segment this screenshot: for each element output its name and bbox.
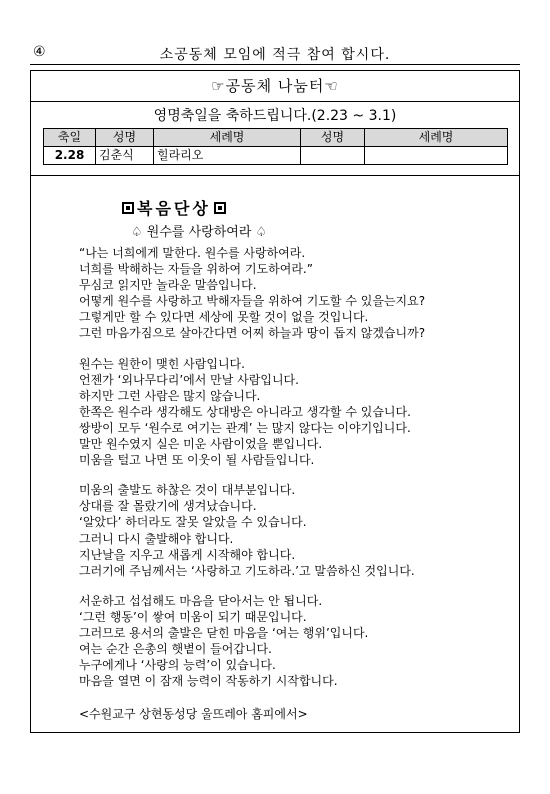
text-line: 말만 원수였지 실은 미운 사람이었을 뿐입니다.: [79, 437, 323, 452]
text-line: 누구에게나 ‘사랑의 능력’이 있습니다.: [79, 658, 276, 673]
text-line: 하지만 그런 사람은 많지 않습니다.: [79, 388, 261, 403]
text-line: 그러므로 용서의 출발은 닫힌 마음을 ‘여는 행위’입니다.: [79, 625, 369, 640]
col-header-feast-day: 축일: [44, 129, 96, 147]
baptismal-name-2: [365, 147, 508, 165]
text-line: 여는 순간 은총의 햇볕이 들어갑니다.: [79, 642, 272, 657]
text-line: 쌍방이 모두 ‘원수로 여기는 관계’ 는 많지 않다는 이야기입니다.: [79, 420, 411, 435]
square-bullet-icon: [214, 202, 226, 214]
text-line: 원수는 원한이 맺힌 사람입니다.: [79, 356, 245, 371]
text-line: 마음을 열면 이 잠재 능력이 작동하기 시작합니다.: [79, 674, 338, 689]
text-line: 무심코 읽지만 놀라운 말씀입니다.: [79, 278, 257, 293]
section-divider: [31, 101, 519, 102]
table-bottom-divider: [31, 175, 519, 176]
text-line: 서운하고 섭섭해도 마음을 닫아서는 안 됩니다.: [79, 593, 323, 608]
text-line: 언젠가 ‘외나무다리’에서 만날 사람입니다.: [79, 372, 299, 387]
square-bullet-icon: [122, 202, 134, 214]
gospel-heading: [119, 196, 229, 219]
text-line: 너희를 박해하는 자들을 위하여 기도하여라.”: [79, 262, 313, 277]
text-line: 지난날을 지우고 새롭게 시작해야 합니다.: [79, 547, 296, 562]
text-line: 어떻게 원수를 사랑하고 박해자들을 위하여 기도할 수 있을는지요?: [79, 294, 426, 309]
community-box: [30, 70, 520, 733]
text-line: 미움의 출발도 하찮은 것이 대부분입니다.: [79, 483, 296, 498]
col-header-baptismal-name-2: 세례명: [365, 129, 508, 147]
text-line: 상대를 잘 몰랐기에 생겨났습니다.: [79, 499, 257, 514]
col-header-name: 성명: [96, 129, 154, 147]
text-line: 그런 마음가짐으로 살아간다면 어찌 하늘과 땅이 돕지 않겠습니까?: [79, 326, 426, 341]
person-name: 김춘식: [96, 147, 154, 165]
table-row: [44, 147, 508, 165]
page-header: 소공동체 모임에 적극 참여 합시다.: [159, 47, 391, 63]
col-header-name-2: 성명: [301, 129, 365, 147]
col-header-baptismal-name: 세례명: [154, 129, 301, 147]
person-name-2: [301, 147, 365, 165]
text-line: 그러기에 주님께서는 ‘사랑하고 기도하라.’고 말씀하신 것입니다.: [79, 563, 415, 578]
text-line: 그러니 다시 출발해야 합니다.: [79, 531, 234, 546]
baptismal-name: 힐라리오: [154, 147, 301, 165]
section-title: ☞공동체 나눔터☜: [211, 77, 339, 95]
gospel-title: 복음단상: [137, 199, 211, 218]
gospel-subtitle: ♤ 원수를 사랑하여라 ♤: [131, 225, 268, 240]
source-citation: <수원교구 상현동성당 울뜨레아 홈피에서>: [79, 707, 308, 721]
text-line: 미움을 털고 나면 또 이웃이 될 사람들입니다.: [79, 453, 315, 468]
text-line: “나는 너희에게 말한다. 원수를 사랑하여라.: [79, 246, 306, 260]
feast-table-header: [44, 129, 508, 147]
text-line: 그렇게만 할 수 있다면 세상에 못할 것이 없을 것입니다.: [79, 310, 369, 325]
text-line: 한쪽은 원수라 생각해도 상대방은 아니라고 생각할 수 있습니다.: [79, 404, 411, 419]
text-line: ‘알았다’ 하더라도 잘못 알았을 수 있습니다.: [79, 515, 307, 530]
feast-title: 영명축일을 축하드립니다.(2.23 ~ 3.1): [153, 108, 397, 124]
feast-date: 2.28: [44, 147, 96, 165]
feast-table: [43, 128, 508, 165]
gospel-body: [79, 245, 425, 689]
header-divider: [30, 64, 520, 65]
text-line: ‘그런 행동’이 쌓여 미움이 되기 때문입니다.: [79, 609, 307, 624]
page-number: ④: [33, 44, 46, 60]
